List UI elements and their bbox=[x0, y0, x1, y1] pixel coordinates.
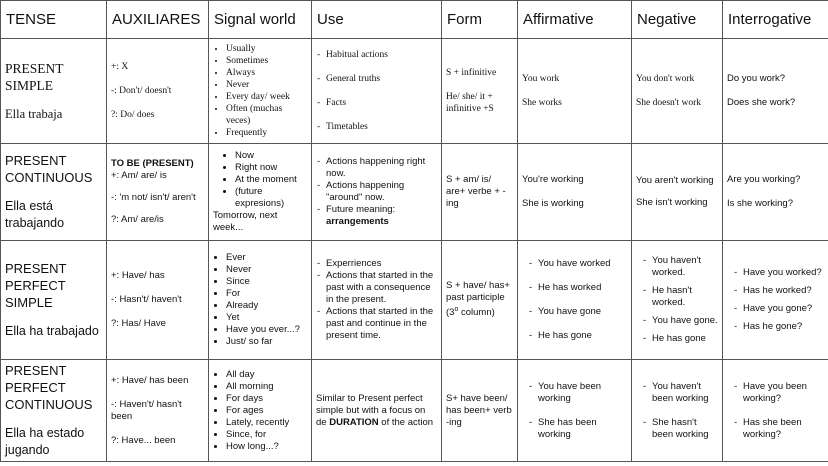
form-cell bbox=[442, 39, 518, 144]
aux-question: ?: Have... been bbox=[111, 434, 176, 446]
interrogative-example: Does she work? bbox=[727, 97, 796, 108]
signal-item: • Since bbox=[226, 276, 307, 288]
header-affirmative: Affirmative bbox=[518, 1, 632, 39]
negative-cell bbox=[632, 360, 723, 462]
aux-question: ?: Am/ are/is bbox=[111, 214, 164, 225]
form-line bbox=[446, 280, 513, 319]
negative-example: - You have gone. bbox=[652, 315, 718, 327]
tense-cell bbox=[1, 360, 107, 462]
use-item: - Actions that started in the past with a consequence in the present. bbox=[326, 270, 437, 306]
header-signal-world: Signal world bbox=[209, 1, 312, 39]
signal-item: • Sometimes bbox=[226, 55, 307, 67]
use-item: - Actions that started in the past and continue in the present time. bbox=[326, 306, 437, 342]
interrogative-cell bbox=[723, 144, 828, 241]
signal-extra: Tomorrow, next week... bbox=[213, 210, 278, 233]
use-cell bbox=[312, 144, 442, 241]
affirmative-example: - You have gone bbox=[538, 306, 627, 318]
interrogative-cell bbox=[723, 360, 828, 462]
signal-item: • Usually bbox=[226, 43, 307, 55]
affirmative-cell bbox=[518, 144, 632, 241]
signal-item: • Lately, recently bbox=[226, 417, 307, 429]
signal-item: • All day bbox=[226, 369, 307, 381]
aux-negative: -: Haven't/ hasn't been bbox=[111, 398, 182, 422]
spanish-translation: Ella trabaja bbox=[5, 106, 63, 121]
affirmative-example: You work bbox=[522, 74, 560, 84]
header-use: Use bbox=[312, 1, 442, 39]
interrogative-example: - Has he gone? bbox=[743, 321, 824, 333]
negative-example: - She hasn't been working bbox=[652, 417, 718, 441]
signal-item: • Now bbox=[235, 150, 307, 162]
form-cell bbox=[442, 144, 518, 241]
negative-example: - You haven't worked. bbox=[652, 255, 718, 279]
negative-example: - He has gone bbox=[652, 333, 718, 345]
tense-name: PRESENT CONTINUOUS bbox=[5, 153, 93, 185]
affirmative-example: She works bbox=[522, 98, 562, 108]
auxiliares-cell bbox=[107, 39, 209, 144]
use-text-end: of the action bbox=[378, 416, 434, 428]
spanish-translation: Ella ha trabajado bbox=[5, 324, 99, 338]
interrogative-cell bbox=[723, 241, 828, 360]
use-item: - Actions happening "around" now. bbox=[326, 180, 437, 204]
affirmative-cell bbox=[518, 360, 632, 462]
form-line: S + infinitive bbox=[446, 68, 497, 78]
auxiliares-cell bbox=[107, 360, 209, 462]
negative-example: - He hasn't worked. bbox=[652, 285, 718, 309]
affirmative-example: - She has been working bbox=[538, 417, 627, 441]
use-cell bbox=[312, 39, 442, 144]
aux-question: ?: Has/ Have bbox=[111, 318, 166, 329]
negative-example: You aren't working bbox=[636, 175, 714, 186]
form-cell bbox=[442, 241, 518, 360]
signal-item: • Have you ever...? bbox=[226, 324, 307, 336]
signal-item: • At the moment bbox=[235, 174, 307, 186]
interrogative-example: Do you work? bbox=[727, 73, 786, 84]
spanish-translation: Ella ha estado jugando bbox=[5, 426, 85, 457]
auxiliares-cell bbox=[107, 241, 209, 360]
form-line: S + am/ is/ are+ verbe + -ing bbox=[446, 174, 506, 209]
tense-cell bbox=[1, 144, 107, 241]
interrogative-example: Is she working? bbox=[727, 198, 794, 209]
negative-example: - You haven't been working bbox=[652, 381, 718, 405]
signal-item: • Never bbox=[226, 79, 307, 91]
use-item: - Habitual actions bbox=[326, 49, 437, 61]
affirmative-example: - You have been working bbox=[538, 381, 627, 405]
tense-cell bbox=[1, 241, 107, 360]
negative-cell bbox=[632, 39, 723, 144]
signal-item: • (future expresions) bbox=[235, 186, 307, 210]
signal-item: • Since, for bbox=[226, 429, 307, 441]
use-item: - Facts bbox=[326, 97, 437, 109]
signal-item: • Ever bbox=[226, 252, 307, 264]
interrogative-cell bbox=[723, 39, 828, 144]
signal-item: • All morning bbox=[226, 381, 307, 393]
signal-item: • How long...? bbox=[226, 441, 307, 453]
use-future-label: Future meaning: bbox=[326, 204, 396, 215]
tense-name: PRESENT PERFECT SIMPLE bbox=[5, 261, 67, 310]
tense-name: PRESENT SIMPLE bbox=[5, 60, 64, 93]
table-row-present-continuous bbox=[1, 144, 828, 241]
spanish-translation: Ella está trabajando bbox=[5, 199, 65, 230]
aux-negative: -: Don't/ doesn't bbox=[111, 86, 172, 96]
use-cell bbox=[312, 241, 442, 360]
signal-cell bbox=[209, 360, 312, 462]
table-row-present-perfect-simple bbox=[1, 241, 828, 360]
table-row-present-perfect-continuous bbox=[1, 360, 828, 462]
aux-positive: +: Have/ has bbox=[111, 270, 165, 281]
signal-item: • Always bbox=[226, 67, 307, 79]
signal-item: • Never bbox=[226, 264, 307, 276]
header-auxiliares: AUXILIARES bbox=[107, 1, 209, 39]
header-form: Form bbox=[442, 1, 518, 39]
affirmative-cell bbox=[518, 241, 632, 360]
signal-item: • Frequently bbox=[226, 127, 307, 139]
signal-item: • Right now bbox=[235, 162, 307, 174]
affirmative-example: - He has gone bbox=[538, 330, 627, 342]
header-negative: Negative bbox=[632, 1, 723, 39]
negative-cell bbox=[632, 144, 723, 241]
signal-item: • Yet bbox=[226, 312, 307, 324]
use-emphasis: DURATION bbox=[329, 416, 379, 428]
affirmative-example: - He has worked bbox=[538, 282, 627, 294]
negative-example: She isn't working bbox=[636, 197, 708, 208]
affirmative-example: You're working bbox=[522, 174, 584, 185]
use-item: - Experriences bbox=[326, 258, 437, 270]
aux-positive: +: Am/ are/ is bbox=[111, 170, 167, 181]
negative-example: You don't work bbox=[636, 74, 695, 84]
aux-title: TO BE (PRESENT) bbox=[111, 158, 194, 169]
form-text: S + have/ has+ past participle (3 bbox=[446, 280, 510, 319]
aux-positive: +: X bbox=[111, 62, 129, 72]
signal-item: • For days bbox=[226, 393, 307, 405]
aux-question: ?: Do/ does bbox=[111, 110, 155, 120]
use-item: - Actions happening right now. bbox=[326, 156, 437, 180]
use-future-emphasis: arrangements bbox=[326, 216, 389, 227]
tense-cell bbox=[1, 39, 107, 144]
negative-cell bbox=[632, 241, 723, 360]
header-row bbox=[1, 1, 828, 39]
signal-item: • Just/ so far bbox=[226, 336, 307, 348]
use-description bbox=[316, 393, 437, 429]
use-cell bbox=[312, 360, 442, 462]
interrogative-example: - Have you gone? bbox=[743, 303, 824, 315]
interrogative-example: - Have you worked? bbox=[743, 267, 824, 279]
header-interrogative: Interrogative bbox=[723, 1, 828, 39]
form-cell bbox=[442, 360, 518, 462]
interrogative-example: - Has he worked? bbox=[743, 285, 824, 297]
signal-cell bbox=[209, 144, 312, 241]
negative-example: She doesn't work bbox=[636, 98, 702, 108]
affirmative-example: She is working bbox=[522, 198, 584, 209]
aux-negative: -: 'm not/ isn't/ aren't bbox=[111, 192, 196, 203]
signal-cell bbox=[209, 241, 312, 360]
signal-item: • For ages bbox=[226, 405, 307, 417]
affirmative-example: - You have worked bbox=[538, 258, 627, 270]
tense-name: PRESENT PERFECT CONTINUOUS bbox=[5, 363, 93, 412]
interrogative-example: - Have you been working? bbox=[743, 381, 824, 405]
signal-item: • Every day/ week bbox=[226, 91, 307, 103]
interrogative-example: - Has she been working? bbox=[743, 417, 824, 441]
form-ordinal: o bbox=[454, 306, 459, 314]
signal-item: • For bbox=[226, 288, 307, 300]
form-line: He/ she/ it + infinitive +S bbox=[446, 92, 494, 114]
use-text: Similar to Present perfect simple but with a focus on de bbox=[316, 392, 426, 428]
signal-item: • Already bbox=[226, 300, 307, 312]
form-text-end: column) bbox=[458, 307, 495, 319]
interrogative-example: Are you working? bbox=[727, 174, 801, 185]
aux-negative: -: Hasn't/ haven't bbox=[111, 294, 182, 305]
signal-cell bbox=[209, 39, 312, 144]
use-item bbox=[326, 204, 437, 228]
header-tense: TENSE bbox=[1, 1, 107, 39]
signal-item: • Often (muchas veces) bbox=[226, 103, 307, 127]
auxiliares-cell bbox=[107, 144, 209, 241]
aux-positive: +: Have/ has been bbox=[111, 374, 189, 386]
use-item: - General truths bbox=[326, 73, 437, 85]
affirmative-cell bbox=[518, 39, 632, 144]
table-row-present-simple bbox=[1, 39, 828, 144]
use-item: - Timetables bbox=[326, 121, 437, 133]
form-line: S+ have been/ has been+ verb -ing bbox=[446, 392, 512, 428]
